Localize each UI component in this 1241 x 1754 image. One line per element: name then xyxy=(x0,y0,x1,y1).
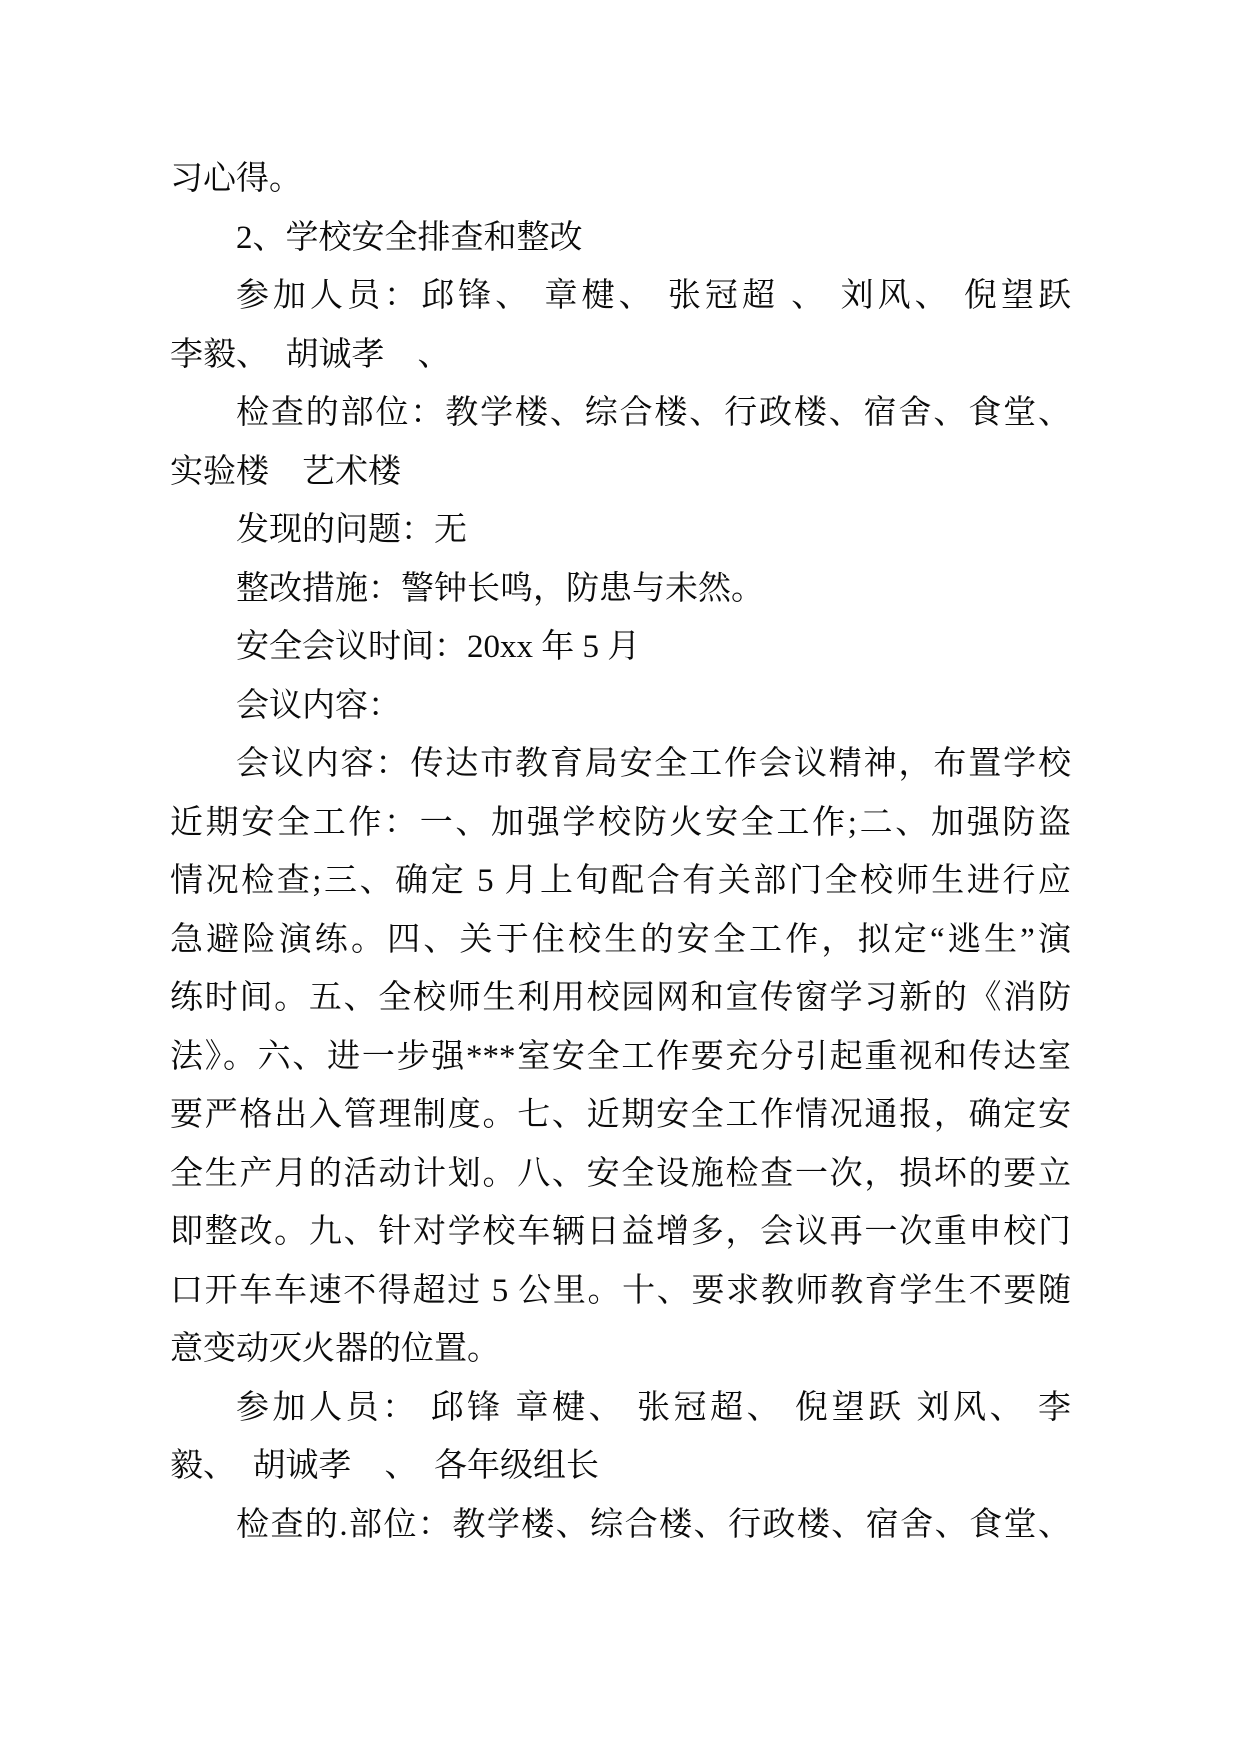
text-line: 发现的问题：无 xyxy=(236,512,467,548)
text-line: 参加人员：邱锋、 章楗、 张冠超 、 刘风、 倪望跃 xyxy=(236,278,1072,314)
text-line: 情况检查;三、确定 5 月上旬配合有关部门全校师生进行应 xyxy=(170,863,1071,899)
text-line: 练时间。五、全校师生利用校园网和宣传窗学习新的《消防 xyxy=(170,980,1071,1016)
text-line: 意变动灭火器的位置。 xyxy=(170,1331,500,1367)
text-line: 2、学校安全排查和整改 xyxy=(236,219,583,256)
text-line: 要严格出入管理制度。七、近期安全工作情况通报，确定安 xyxy=(170,1097,1071,1133)
text-line: 法》。六、进一步强***室安全工作要充分引起重视和传达室 xyxy=(170,1038,1071,1075)
text-line: 即整改。九、针对学校车辆日益增多，会议再一次重申校门 xyxy=(170,1214,1071,1250)
text-line: 习心得。 xyxy=(170,161,302,197)
text-line: 检查的部位：教学楼、综合楼、行政楼、宿舍、食堂、 xyxy=(236,395,1071,431)
text-line: 会议内容：传达市教育局安全工作会议精神，布置学校 xyxy=(236,746,1071,782)
text-line: 检查的.部位：教学楼、综合楼、行政楼、宿舍、食堂、 xyxy=(236,1506,1071,1543)
text-line: 口开车车速不得超过 5 公里。十、要求教师教育学生不要随 xyxy=(170,1272,1071,1309)
text-line: 李毅、 胡诚孝 、 xyxy=(170,336,451,373)
text-line: 全生产月的活动计划。八、安全设施检查一次，损坏的要立 xyxy=(170,1155,1071,1192)
text-line: 实验楼 艺术楼 xyxy=(170,453,401,490)
text-line: 近期安全工作：一、加强学校防火安全工作;二、加强防盗 xyxy=(170,804,1071,841)
text-line: 参加人员： 邱锋 章楗、 张冠超、 倪望跃 刘风、 李 xyxy=(236,1389,1071,1426)
text-line: 整改措施：警钟长鸣，防患与未然。 xyxy=(236,570,764,607)
text-line: 会议内容： xyxy=(236,687,401,724)
text-line: 毅、 胡诚孝 、 各年级组长 xyxy=(170,1448,599,1484)
text-line: 急避险演练。四、关于住校生的安全工作，拟定“逃生”演 xyxy=(170,921,1071,958)
text-line: 安全会议时间：20xx 年 5 月 xyxy=(236,629,641,665)
document-page xyxy=(170,150,1071,1554)
